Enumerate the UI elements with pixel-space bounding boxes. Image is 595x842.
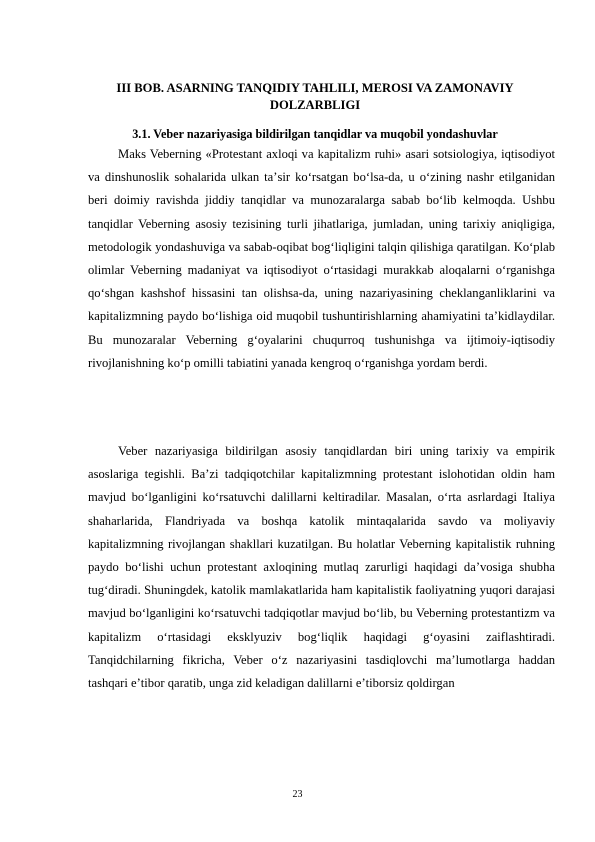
body-paragraph: Maks Veberning «Protestant axloqi va kapitalizm ruhi» asari sotsiologiya, iqtisodiyot va dinshunoslik sohalarida ulkan taʼsir koʻrsatgan boʻlsa-da, u oʻzining nashr etilganidan beri doimiy ravishda jiddiy tanqidlar va munozaralarga sabab boʻlib kelmoqda. Ushbu tanqidlar Veberning asosiy tezisining turli jihatlariga, jumladan, uning tarixiy aniqligiga, metodologik yondashuviga va sabab-oqibat bogʻliqligini talqin qilishiga qaratilgan. Koʻplab olimlar Veberning madaniyat va iqtisodiyot oʻrtasidagi murakkab aloqalarni oʻrganishga qoʻshgan kashshof hissasini tan olishsa-da, uning nazariyasining cheklanganliklarini va kapitalizmning paydo boʻlishiga oid muqobil tushuntirishlarning ahamiyatini taʼkidlaydilar. Bu munozaralar Veberning gʻoyalarini chuqurroq tushunishga va ijtimoiy-iqtisodiy rivojlanishning koʻp omilli tabiatini yanada kengroq oʻrganishga yordam berdi.: [88, 147, 555, 370]
body-paragraph: Veber nazariyasiga bildirilgan asosiy tanqidlardan biri uning tarixiy va empirik asoslariga tegishli. Baʼzi tadqiqotchilar kapitalizmning protestant islohotidan oldin ham mavjud boʻlganligini koʻrsatuvchi dalillarni keltiradilar. Masalan, oʻrta asrlardagi Italiya shaharlarida, Flandriyada va boshqa katolik mintaqalarida savdo va moliyaviy kapitalizmning rivojlangan shakllari kuzatilgan. Bu holatlar Veberning kapitalistik ruhning paydo boʻlishi uchun protestant axloqining mutlaq zarurligi haqidagi daʼvosiga shubha tugʻdiradi. Shuningdek, katolik mamlakatlarida ham kapitalistik faoliyatning yuqori darajasi mavjud boʻlganligini koʻrsatuvchi tadqiqotlar mavjud boʻlib, bu Veberning protestantizm va kapitalizm oʻrtasidagi eksklyuziv bogʻliqlik haqidagi gʻoyasini zaiflashtiradi. Tanqidchilarning fikricha, Veber oʻz nazariyasini tasdiqlovchi maʼlumotlarga haddan tashqari eʼtibor qaratib, unga zid keladigan dalillarni eʼtiborsiz qoldirgan: [88, 444, 555, 691]
page-number: 23: [292, 789, 303, 800]
chapter-title: III BOB. ASARNING TANQIDIY TAHLILI, MEROSI VA ZAMONAVIY DOLZARBLIGI: [116, 81, 514, 112]
section-title: 3.1. Veber nazariyasiga bildirilgan tanqidlar va muqobil yondashuvlar: [132, 127, 498, 141]
